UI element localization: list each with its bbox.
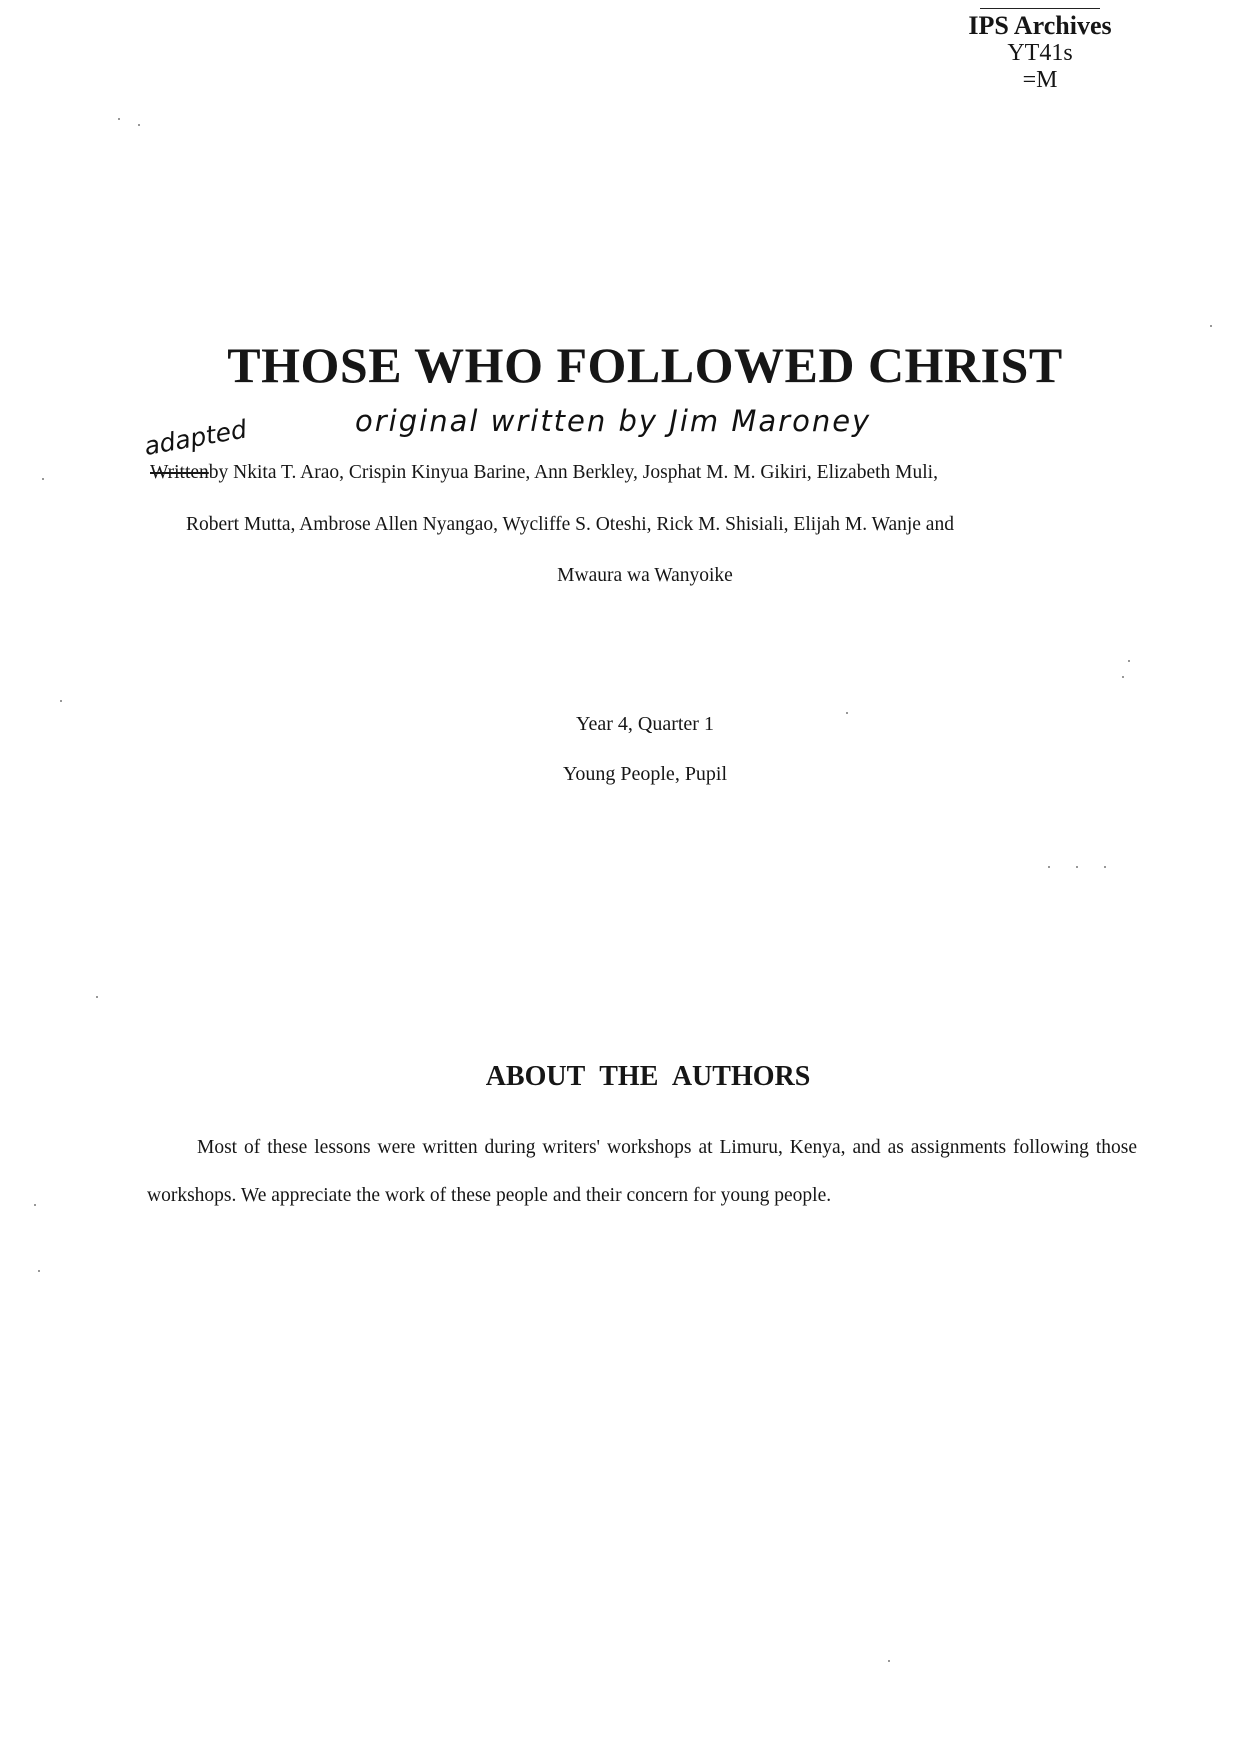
scan-speck: [1122, 676, 1124, 678]
archive-label: IPS Archives: [968, 11, 1112, 40]
scan-speck: [42, 478, 44, 480]
authors-line-3: Mwaura wa Wanyoike: [557, 565, 733, 586]
course-audience: Young People, Pupil: [562, 763, 728, 785]
archive-code-suffix: =M: [1022, 66, 1058, 93]
document-title: THOSE WHO FOLLOWED CHRIST: [227, 337, 1063, 393]
scan-speck: [34, 1204, 36, 1206]
scan-speck: [1104, 866, 1106, 868]
scan-speck: [1210, 325, 1212, 327]
scan-speck: [38, 1270, 40, 1272]
authors-line-2: Robert Mutta, Ambrose Allen Nyangao, Wycliffe S. Oteshi, Rick M. Shisiali, Elijah M. Wanje and: [186, 514, 954, 535]
scan-speck: [60, 700, 62, 702]
scan-speck: [1128, 660, 1130, 662]
scan-speck: [888, 1660, 890, 1662]
archive-stamp: [940, 8, 1140, 94]
scan-speck: [118, 118, 120, 120]
struck-written-word: Written: [150, 462, 209, 483]
about-heading: ABOUT THE AUTHORS: [485, 1061, 811, 1092]
handwritten-adapted-note: adapted: [141, 414, 249, 461]
scan-speck: [846, 712, 848, 714]
course-year: Year 4, Quarter 1: [576, 713, 714, 735]
scan-speck: [96, 996, 98, 998]
handwritten-original-note: original written by Jim Maroney: [355, 404, 872, 438]
scan-speck: [138, 124, 140, 126]
archive-rule: [980, 8, 1100, 9]
authors-line-1: [150, 462, 1130, 484]
archive-code: YT41s: [1007, 40, 1073, 67]
about-paragraph: Most of these lessons were written during writers' workshops at Limuru, Kenya, and as assignments following those workshops. We appreciate the work of these people and their concern for young people.: [147, 1137, 1137, 1206]
scan-speck: [1048, 866, 1050, 868]
scan-speck: [1076, 866, 1078, 868]
authors-line-1-text: by Nkita T. Arao, Crispin Kinyua Barine, Ann Berkley, Josphat M. M. Gikiri, Elizabeth Muli,: [208, 462, 938, 483]
